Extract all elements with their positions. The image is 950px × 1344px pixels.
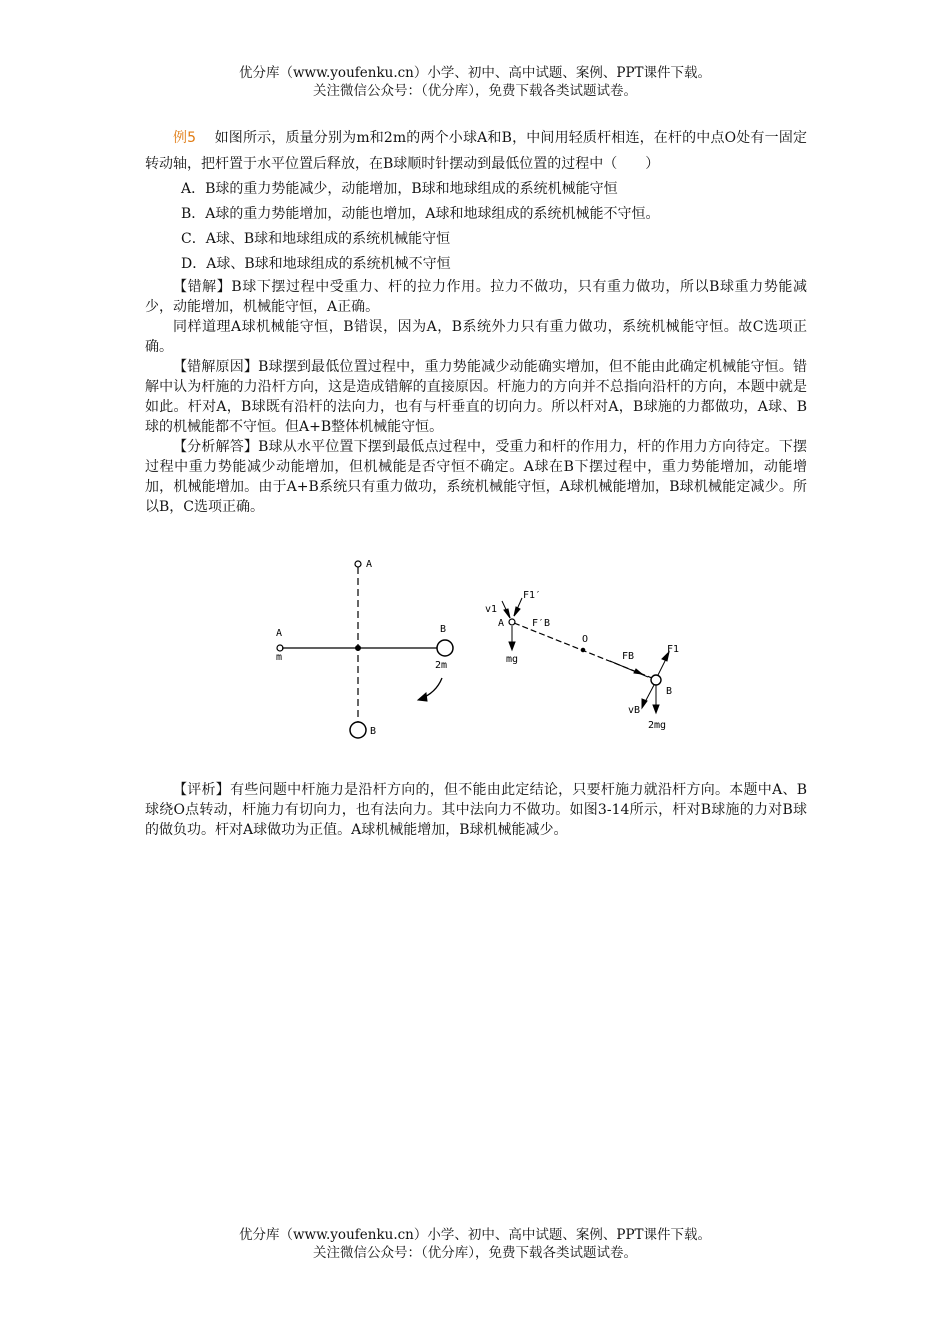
wrong-solution-para-1 [145, 277, 807, 317]
label-a-right: A [498, 618, 505, 629]
physics-figure [270, 556, 690, 746]
review-para [145, 780, 807, 840]
option-d: D．A球、B球和地球组成的系统机械不守恒 [181, 256, 451, 272]
label-m: m [276, 652, 283, 663]
label-mg: mg [506, 654, 519, 665]
label-f1-prime: F1′ [523, 590, 542, 601]
label-a-left: A [276, 628, 283, 639]
ball-a-top [355, 561, 361, 567]
analysis-para [145, 437, 807, 517]
page-header [0, 64, 950, 100]
document-body [145, 125, 807, 517]
pivot-o [356, 646, 361, 651]
footer-line-2: 关注微信公众号：（优分库），免费下载各类试题试卷。 [313, 1245, 637, 1261]
option-a: A．B球的重力势能减少，动能增加，B球和地球组成的系统机械能守恒 [181, 181, 618, 197]
header-line-2: 关注微信公众号：（优分库），免费下载各类试题试卷。 [313, 83, 637, 99]
ball-b-bottom [350, 722, 366, 738]
header-line-1: 优分库（www.youfenku.cn）小学、初中、高中试题、案例、PPT课件下载。 [238, 65, 712, 81]
ball-b-tilted [651, 675, 661, 685]
right-diagram [502, 598, 669, 713]
label-b-right-diag: B [666, 686, 673, 697]
pivot-o-right [581, 648, 585, 652]
question-text: 如图所示，质量分别为m和2m的两个小球A和B，中间用轻质杆相连，在杆的中点O处有一固定转动轴，把杆置于水平位置后释放，在B球顺时针摆动到最低位置的过程中（ ） [145, 130, 807, 172]
left-diagram [277, 561, 453, 738]
wrong-reason-para [145, 357, 807, 437]
right-labels [485, 590, 679, 731]
ball-b-right [437, 640, 453, 656]
label-2m: 2m [435, 660, 448, 671]
rotation-arrowhead [418, 693, 427, 701]
analysis-label: 【分析解答】 [173, 439, 259, 455]
label-f1: F1 [667, 644, 680, 655]
wrong-reason-text: B球摆到最低位置过程中，重力势能减少动能确实增加，但不能由此确定机械能守恒。错解中认为杆施的力沿杆方向，这是造成错解的直接原因。杆施力的方向并不总指向沿杆的方向，本题中就是如此。杆对A，B球既有沿杆的法向力，也有与杆垂直的切向力。所以杆对A，B球施的力都做功，A球、B球的机械能都不守恒。但A+B整体机械能守恒。 [145, 359, 808, 435]
review-section [145, 780, 807, 840]
footer-line-1: 优分库（www.youfenku.cn）小学、初中、高中试题、案例、PPT课件下载。 [238, 1227, 712, 1243]
label-fb: FB [622, 651, 635, 662]
wrong-solution-text-1: B球下摆过程中受重力、杆的拉力作用。拉力不做功，只有重力做功，所以B球重力势能减少，动能增加，机械能守恒，A正确。 [145, 279, 808, 315]
analysis-text: B球从水平位置下摆到最低点过程中，受重力和杆的作用力，杆的作用力方向待定。下摆过程中重力势能减少动能增加，但机械能是否守恒不确定。A球在B下摆过程中，重力势能增加，动能增加，机械能增加。由于A+B系统只有重力做功，系统机械能守恒，A球机械能增加，B球机械能定减少。所以B，C选项正确。 [145, 439, 808, 515]
label-2mg: 2mg [648, 720, 667, 731]
label-vb: vB [628, 705, 641, 716]
label-fb-prime: F′B [532, 618, 551, 629]
label-a-top: A [366, 559, 373, 570]
label-v1: v1 [485, 604, 498, 615]
example-label: 例5 [173, 130, 197, 146]
option-b: B．A球的重力势能增加，动能也增加，A球和地球组成的系统机械能不守恒。 [181, 206, 660, 222]
question-stem [145, 125, 807, 177]
label-b-right: B [440, 624, 447, 635]
page-footer [0, 1226, 950, 1262]
wrong-reason-label: 【错解原因】 [173, 359, 259, 375]
wrong-solution-para-2: 同样道理A球机械能守恒，B错误，因为A，B系统外力只有重力做功，系统机械能守恒。故C选项正确。 [145, 319, 807, 355]
label-b-bottom: B [370, 726, 377, 737]
wrong-solution-label: 【错解】 [173, 279, 232, 295]
arrow-fb [610, 661, 648, 677]
review-label: 【评析】 [173, 782, 231, 798]
ball-a-right [509, 619, 515, 625]
review-text: 有些问题中杆施力是沿杆方向的，但不能由此定结论，只要杆施力就沿杆方向。本题中A、B球绕O点转动，杆施力有切向力，也有法向力。其中法向力不做功。如图3-14所示，杆对B球施的力对B球的做负功。杆对A球做功为正值。A球机械能增加，B球机械能减少。 [145, 782, 807, 838]
label-o: O [582, 634, 589, 645]
option-c: C．A球、B球和地球组成的系统机械能守恒 [181, 231, 451, 247]
